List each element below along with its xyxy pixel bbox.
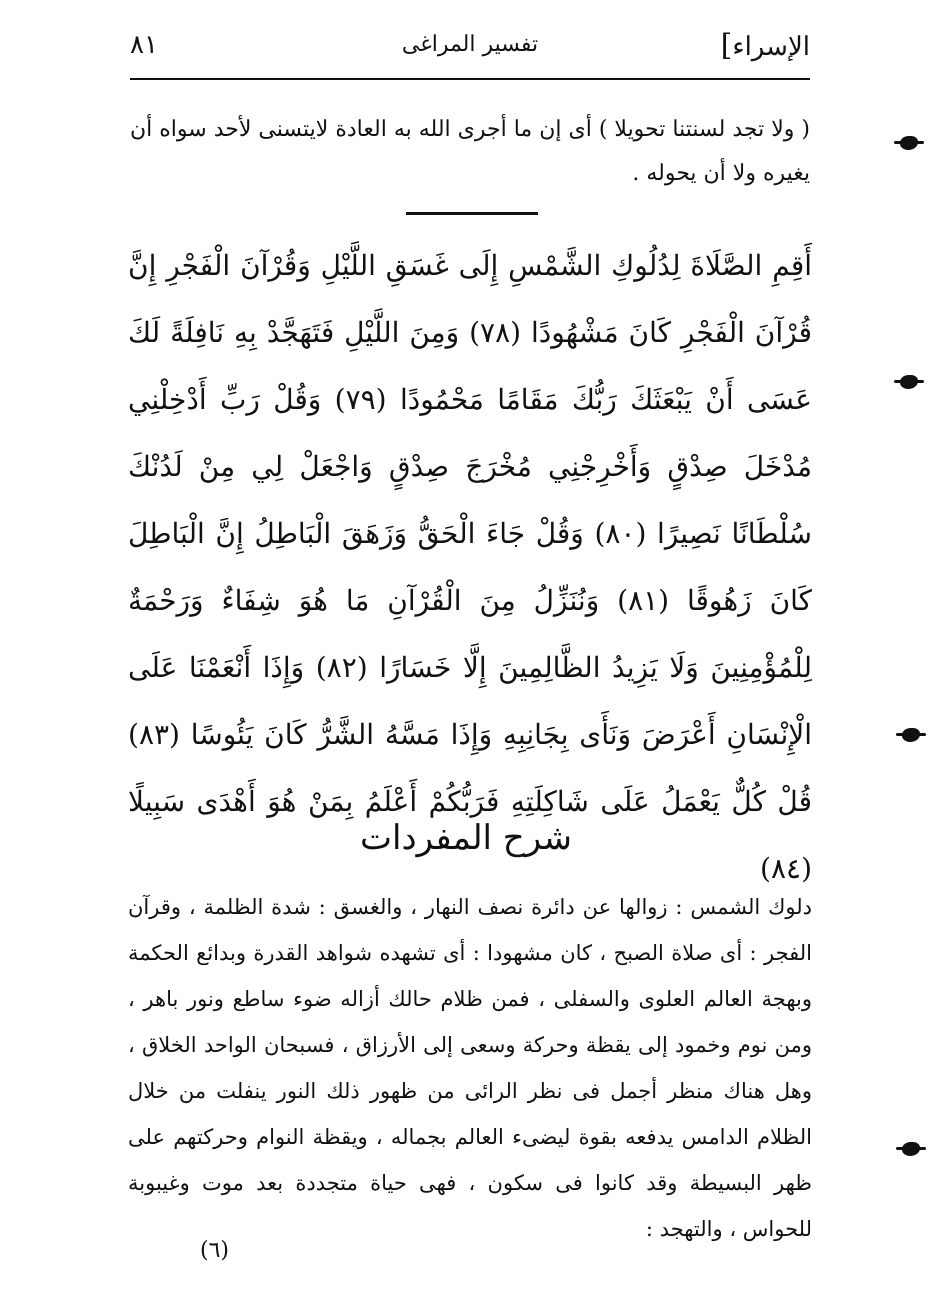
chapter-label: الإسراء [732, 32, 810, 62]
signature-mark: (٦) [200, 1238, 230, 1263]
intro-paragraph: ( ولا تجد لسنتنا تحويلا ) أى إن ما أجرى الله به العادة لايتسنى لأحد سواه أن يغيره ولا أن يحوله . [130, 117, 810, 186]
section-heading: شرح المفردات [359, 818, 573, 858]
page-header [130, 28, 810, 76]
header-rule [130, 78, 810, 80]
punch-hole-mark [902, 728, 920, 742]
page-number: ٨١ [130, 30, 158, 60]
punch-hole-mark [902, 1142, 920, 1156]
chapter-bracket: ] [720, 28, 733, 63]
punch-hole-mark [900, 136, 918, 150]
book-title: تفسير المراغى [401, 32, 539, 57]
quran-verses: أَقِمِ الصَّلَاةَ لِدُلُوكِ الشَّمْسِ إِلَى غَسَقِ اللَّيْلِ وَقُرْآنَ الْفَجْرِ إِنَّ قُرْآنَ الْفَجْرِ كَانَ مَشْهُودًا (٧٨) وَمِنَ اللَّيْلِ فَتَهَجَّدْ بِهِ نَافِلَةً لَكَ عَسَى أَنْ يَبْعَثَكَ رَبُّكَ مَقَامًا مَحْمُودًا (٧٩) وَقُلْ رَبِّ أَدْخِلْنِي مُدْخَلَ صِدْقٍ وَأَخْرِجْنِي مُخْرَجَ صِدْقٍ وَاجْعَلْ لِي مِنْ لَدُنْكَ سُلْطَانًا نَصِيرًا (٨٠) وَقُلْ جَاءَ الْحَقُّ وَزَهَقَ الْبَاطِلُ إِنَّ الْبَاطِلَ كَانَ زَهُوقًا (٨١) وَنُنَزِّلُ مِنَ الْقُرْآنِ مَا هُوَ شِفَاءٌ وَرَحْمَةٌ لِلْمُؤْمِنِينَ وَلَا يَزِيدُ الظَّالِمِينَ إِلَّا خَسَارًا (٨٢) وَإِذَا أَنْعَمْنَا عَلَى الْإِنْسَانِ أَعْرَضَ وَنَأَى بِجَانِبِهِ وَإِذَا مَسَّهُ الشَّرُّ كَانَ يَئُوسًا (٨٣) قُلْ كُلٌّ يَعْمَلُ عَلَى شَاكِلَتِهِ فَرَبُّكُمْ أَعْلَمُ بِمَنْ هُوَ أَهْدَى سَبِيلًا (٨٤) [128, 249, 812, 885]
punch-hole-mark [900, 375, 918, 389]
section-separator [406, 212, 538, 215]
glossary-paragraph: دلوك الشمس : زوالها عن دائرة نصف النهار ، والغسق : شدة الظلمة ، وقرآن الفجر : أى صلاة الصبح ، كان مشهودا : أى تشهده شواهد القدرة وبدائع الحكمة وبهجة العالم العلوى والسفلى ، فمن ظلام حالك أزاله ضوء ساطع ونور باهر ، ومن نوم وخمود إلى يقظة وحركة وسعى إلى الأرزاق ، فسبحان الواحد الخلاق ، وهل هناك منظر أجمل فى نظر الرائى من ظهور ذلك النور ينفلت من خلال الظلام الدامس يدفعه بقوة ليضىء العالم بجماله ، ويقظة النوام وحركتهم على ظهر البسيطة وقد كانوا فى سكون ، فهى حياة متجددة بعد موت وغيبوبة للحواس ، والتهجد : [128, 895, 812, 1241]
